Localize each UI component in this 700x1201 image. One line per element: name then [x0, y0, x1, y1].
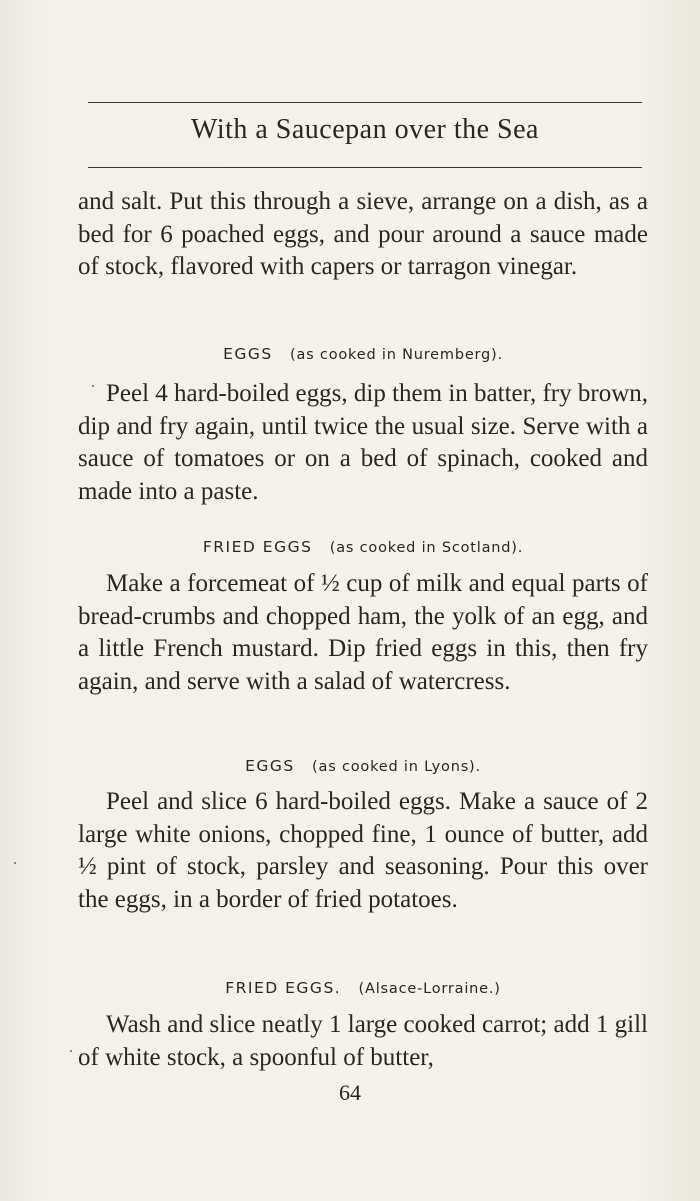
recipe-title: FRIED EGGS.	[225, 979, 342, 997]
recipe-subtitle: (Alsace-Lorraine.)	[358, 981, 501, 997]
recipe-body-scotland	[78, 568, 648, 698]
recipe-heading-scotland	[78, 538, 648, 556]
header-rule-top	[88, 102, 642, 103]
paper-speck	[14, 862, 16, 864]
recipe-text: Peel and slice 6 hard-boiled eggs. Make a sauce of 2 large white onions, chopped fine, 1 ounce of butter, add ½ pint of stock, parsley and seasoning. Pour this over the eggs, in a border of fried potatoes.	[78, 788, 648, 913]
recipe-heading-nuremberg	[78, 345, 648, 363]
continuation-text: and salt. Put this through a sieve, arrange on a dish, as a bed for 6 poached eggs, and pour around a sauce made of stock, flavored with capers or tarragon vinegar.	[78, 188, 648, 280]
recipe-heading-alsace	[78, 979, 648, 997]
recipe-text: Peel 4 hard-boiled eggs, dip them in batter, fry brown, dip and fry again, until twice the usual size. Serve with a sauce of tomatoes or on a bed of spinach, cooked and made into a paste.	[78, 380, 648, 505]
paper-speck	[70, 1050, 72, 1052]
page-number: 64	[339, 1080, 361, 1105]
recipe-title: FRIED EGGS	[202, 538, 313, 556]
recipe-subtitle: (as cooked in Lyons).	[312, 759, 481, 775]
recipe-body-nuremberg	[78, 378, 648, 508]
recipe-title: EGGS	[245, 757, 295, 775]
recipe-body-alsace	[78, 1009, 648, 1074]
recipe-title: EGGS	[223, 345, 273, 363]
recipe-text: Make a forcemeat of ½ cup of milk and equal parts of bread-crumbs and chopped ham, the yolk of an egg, and a little French mustard. Dip fried eggs in this, then fry again, and serve with a salad of watercress.	[78, 570, 648, 695]
recipe-text: Wash and slice neatly 1 large cooked carrot; add 1 gill of white stock, a spoonful of butter,	[78, 1011, 648, 1071]
recipe-subtitle: (as cooked in Scotland).	[329, 540, 524, 556]
recipe-body-lyons	[78, 786, 648, 916]
recipe-heading-lyons	[78, 757, 648, 775]
paper-speck	[92, 385, 94, 387]
running-head: With a Saucepan over the Sea	[191, 114, 539, 145]
continuation-paragraph	[78, 186, 648, 284]
header-rule-bottom	[88, 167, 642, 168]
recipe-subtitle: (as cooked in Nuremberg).	[290, 347, 503, 363]
